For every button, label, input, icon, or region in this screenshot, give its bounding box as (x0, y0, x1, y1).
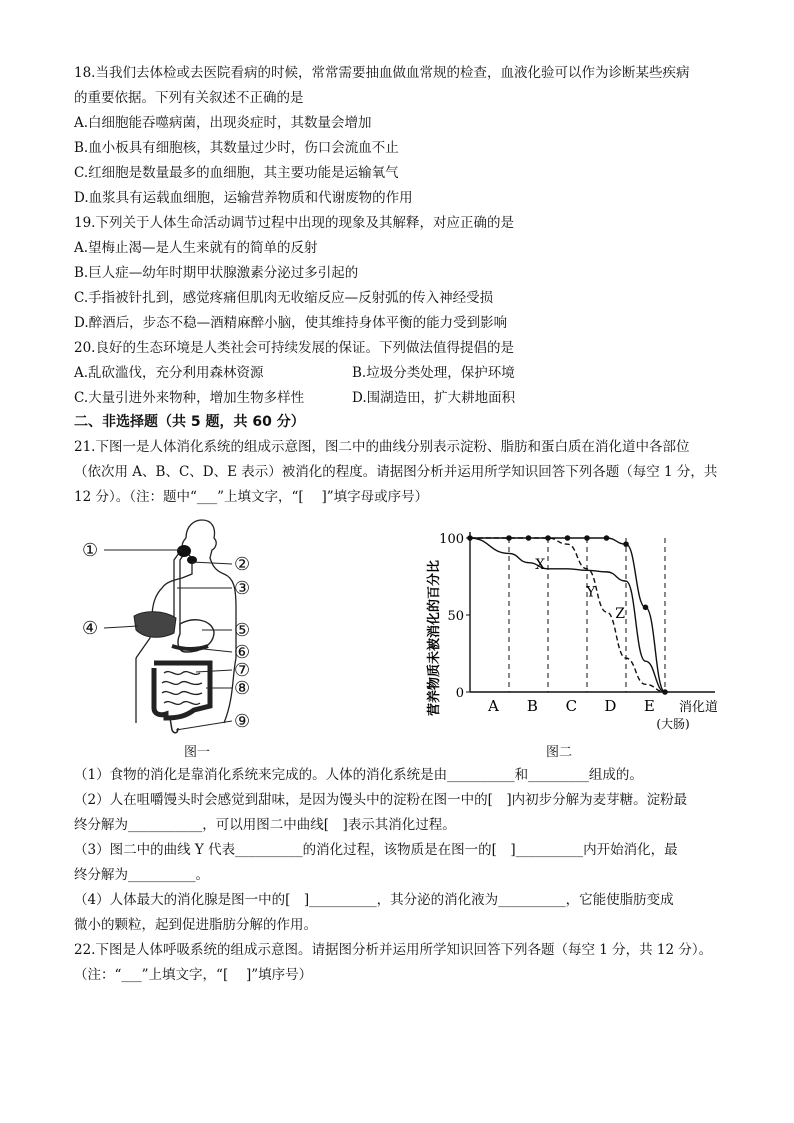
q20-stem: 20.良好的生态环境是人类社会可持续发展的保证。下列做法值得提倡的是 (74, 340, 514, 356)
q19-option-d: D.醉酒后，步态不稳—酒精麻醉小脑，使其维持身体平衡的能力受到影响 (74, 315, 508, 331)
series-point-Z (643, 605, 649, 611)
fig1-number-3: ③ (234, 578, 251, 599)
series-point-Z (467, 535, 473, 541)
fig1-number-2: ② (234, 554, 251, 575)
fig1-number-8: ⑧ (234, 678, 251, 699)
fig1-number-9: ⑨ (234, 711, 251, 732)
series-point-Z (545, 535, 551, 541)
series-label-X: X (535, 556, 546, 573)
series-point-Z (623, 541, 629, 547)
x-category-label: C (565, 697, 578, 715)
q20-option-a: A.乱砍滥伐，充分利用森林资源 (74, 365, 264, 381)
q21-stem-line3: 12 分）。（注：题中“___”上填文字，“[ ]”填字母或序号） (74, 489, 429, 505)
q18-stem-line1: 18.当我们去体检或去医院看病的时候，常常需要抽血做血常规的检查，血液化验可以作为诊断某些疾病 (74, 65, 690, 81)
q22-stem-line1: 22.下图是人体呼吸系统的组成示意图。请据图分析并运用所学知识回答下列各题（每空 1 分，共 12 分）。 (74, 942, 713, 958)
q20-option-d: D.围湖造田，扩大耕地面积 (352, 390, 516, 406)
q21-part4-line2: 微小的颗粒，起到促进脂肪分解的作用。 (74, 917, 317, 933)
figure1-caption: 图一 (184, 745, 211, 760)
figure2-caption: 图二 (546, 745, 573, 760)
q18-option-a: A.白细胞能吞噬病菌，出现炎症时，其数量会增加 (74, 115, 372, 131)
q18-option-b: B.血小板具有细胞核，其数量过少时，伤口会流血不止 (74, 140, 399, 156)
q19-option-c: C.手指被针扎到，感觉疼痛但肌肉无收缩反应—反射弧的传入神经受损 (74, 290, 494, 306)
q21-stem-line1: 21.下图一是人体消化系统的组成示意图，图二中的曲线分别表示淀粉、脂肪和蛋白质在消化道中各部位 (74, 439, 690, 455)
series-label-Z: Z (615, 606, 626, 623)
q21-part3-line1: （3）图二中的曲线 Y 代表__________的消化过程，该物质是在图一的[ ]__________内开始消化，最 (74, 842, 678, 858)
fig1-number-1: ① (82, 540, 99, 561)
fig1-number-6: ⑥ (234, 642, 251, 663)
x-category-label: B (526, 697, 538, 715)
y-tick-label: 0 (455, 686, 464, 701)
series-label-Y: Y (586, 584, 596, 601)
q21-part3-line2: 终分解为__________。 (74, 867, 209, 883)
q21-part1: （1）食物的消化是靠消化系统来完成的。人体的消化系统是由__________和_________组成的。 (74, 767, 643, 783)
q21-stem-line2: （依次用 A、B、C、D、E 表示）被消化的程度。请据图分析并运用所学知识回答下列各题（每空 1 分，共 (74, 464, 718, 480)
q21-part4-line1: （4）人体最大的消化腺是图一中的[ ]__________，其分泌的消化液为__________，它能使脂肪变成 (74, 892, 674, 908)
q19-stem: 19.下列关于人体生命活动调节过程中出现的现象及其解释，对应正确的是 (74, 215, 514, 231)
q19-option-b: B.巨人症—幼年时期甲状腺激素分泌过多引起的 (74, 265, 359, 281)
section-heading: 二、非选择题（共 5 题，共 60 分） (74, 414, 305, 430)
series-point-Z (526, 535, 532, 541)
fig1-number-5: ⑤ (234, 620, 251, 641)
q18-option-d: D.血浆具有运载血细胞，运输营养物质和代谢废物的作用 (74, 190, 413, 206)
q21-part2-line1: （2）人在咀嚼馒头时会感觉到甜味，是因为馒头中的淀粉在图一中的[ ]内初步分解为麦芽糖。淀粉最 (74, 792, 688, 808)
q20-option-c: C.大量引进外来物种，增加生物多样性 (74, 390, 305, 406)
y-tick-label: 100 (439, 532, 464, 547)
x-category-label: E (643, 697, 655, 715)
q19-option-a: A.望梅止渴—是人生来就有的简单的反射 (74, 240, 318, 256)
x-axis-e-note: (大肠) (656, 717, 690, 731)
series-point-Z (584, 535, 590, 541)
figure1-digestive-system (74, 518, 274, 738)
q20-option-b: B.垃圾分类处理，保护环境 (352, 365, 515, 381)
series-line-Y (470, 538, 665, 692)
x-category-label: D (604, 697, 617, 715)
y-axis-label: 营养物质未被消化的百分比 (427, 559, 442, 717)
series-line-Z (470, 538, 665, 692)
series-point-Z (604, 535, 610, 541)
q18-stem-line2: 的重要依据。下列有关叙述不正确的是 (74, 90, 304, 106)
series-point-Z (565, 535, 571, 541)
q18-option-c: C.红细胞是数量最多的血细胞，其主要功能是运输氧气 (74, 165, 399, 181)
fig1-number-7: ⑦ (234, 660, 251, 681)
series-point-Z (506, 535, 512, 541)
series-line-X (470, 538, 665, 692)
x-category-label: A (487, 697, 499, 715)
q21-part2-line2: 终分解为___________，可以用图二中曲线[ ]表示其消化过程。 (74, 817, 456, 833)
figure2-digestion-chart (420, 524, 730, 734)
x-axis-label: 消化道 (679, 700, 719, 715)
series-point-Z (662, 689, 668, 695)
fig1-number-4: ④ (82, 618, 99, 639)
y-tick-label: 50 (447, 609, 464, 624)
q22-stem-line2: （注：“___”上填文字，“[ ]”填序号） (74, 967, 313, 983)
